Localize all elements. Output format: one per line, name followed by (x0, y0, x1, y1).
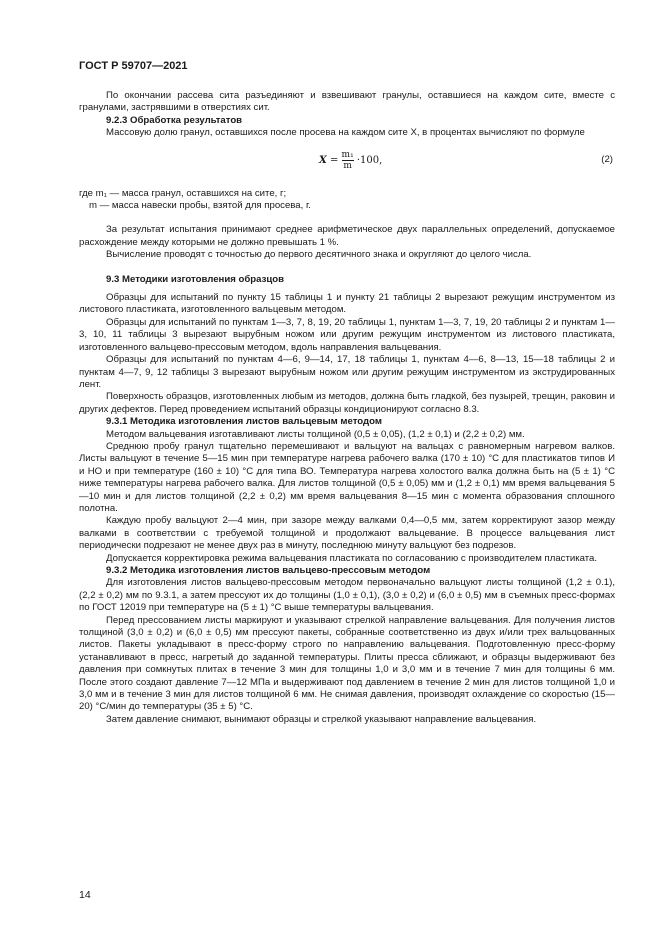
formula-numerator: m₁ (341, 149, 354, 160)
paragraph-rolling-correction: Допускается корректировка режима вальцевания пластиката по согласованию с производителем пластиката. (106, 552, 598, 564)
page-number: 14 (79, 889, 91, 901)
document-header: ГОСТ Р 59707—2021 (79, 60, 188, 72)
where-m: m — масса навески пробы, взятой для просева, г. (89, 200, 311, 212)
formula-expression (319, 150, 382, 171)
section-9-3-title: 9.3 Методики изготовления образцов (106, 273, 285, 285)
formula-denominator: m (343, 160, 352, 171)
formula-number: (2) (601, 153, 613, 165)
section-9-2-3-title: 9.2.3 Обработка результатов (106, 114, 243, 126)
paragraph-calculation: Вычисление проводят с точностью до первого десятичного знака и округляют до целого числа. (106, 249, 532, 261)
paragraph-9-3-2: Образцы для испытаний по пунктам 1—3, 7, 8, 19, 20 таблицы 1, пунктам 1—3, 7, 19, 20 таблицы 2 и пунктам 1—3, 10, 11 таблицы 3 вырезают вырубным ножом или другим режущим инструментом из листового пластиката, изготовленного вальцево-прессовым методом, вдоль направления вальцевания. (79, 316, 615, 353)
paragraph-result: За результат испытания принимают среднее арифметическое двух параллельных определений, допускаемое расхождение между которыми не должно превышать 1 %. (79, 224, 615, 248)
section-9-3-2-title: 9.3.2 Методика изготовления листов вальцево-прессовым методом (106, 565, 431, 576)
paragraph-press-procedure: Перед прессованием листы маркируют и указывают стрелкой направление вальцевания. Для получения листов толщиной (3,0 ± 0,2) и (6,0 ± 0,5) мм прессуют пакеты, собранные соответственно из двух и/или трех вальцованных листов. Пакеты укладывают в пресс-форму строго по направлению вальцевания. Подготовленную пресс-форму устанавливают в пресс, нагретый до заданной температуры. Плиты пресса сближают, и образцы выдерживают без давления при сомкнутых плитах в течение 3 мин для толщины 1,0 и 3,0 мм и в течение 7 мин для толщины 6 мм. После этого создают давление 7—12 МПа и выдерживают под давлением в течение 2 мин для листов толщиной 1,0 и 3,0 мм и в течение 3 мин для листов толщиной 6 мм. Не снимая давления, производят охлаждение со скоростью (15—20) °C/мин до температуры (35 ± 5) °C. (79, 614, 615, 713)
page-content (79, 90, 615, 726)
paragraph-9-3-1: Образцы для испытаний по пункту 15 таблицы 1 и пункту 21 таблицы 2 вырезают режущим инструментом из листового пластиката, изготовленного вальцевым методом. (79, 292, 615, 316)
paragraph-rolling-thickness: Методом вальцевания изготавливают листы толщиной (0,5 ± 0,05), (1,2 ± 0,1) и (2,2 ± 0,2) мм. (106, 428, 525, 440)
where-m1: где m₁ — масса гранул, оставшихся на сите, г; (79, 187, 287, 199)
paragraph-sieve-separation: По окончании рассева сита разъединяют и взвешивают гранулы, оставшиеся на каждом сите, вместе с гранулами, застрявшими в отверстиях сит. (79, 90, 615, 114)
paragraph-press-initial: Для изготовления листов вальцево-прессовым методом первоначально вальцуют листы толщиной (1,2 ± 0.1), (2,2 ± 0,2) мм по 9.3.1, а затем прессуют их до толщины (1,0 ± 0,1), (3,0 ± 0,2) и (6,0 ± 0,5) мм в съемных пресс-формах по ГОСТ 12019 при температуре на (5 ± 1) °C выше температуры вальцевания. (79, 577, 615, 614)
section-9-3-1-title: 9.3.1 Методика изготовления листов вальцевым методом (106, 416, 382, 428)
formula-rest: ·100, (356, 154, 383, 166)
formula-2 (79, 150, 615, 176)
formula-eq: = (329, 154, 339, 166)
paragraph-9-3-3: Образцы для испытаний по пунктам 4—6, 9—14, 17, 18 таблицы 1, пунктам 4—6, 8—13, 15—18 таблицы 2 и пунктам 4—7, 9, 12 таблицы 3 вырезают вырубным ножом или другим режущим инструментом из экструдированных лент. (79, 354, 615, 390)
paragraph-rolling-procedure: Среднюю пробу гранул тщательно перемешивают и вальцуют на вальцах с равномерным нагревом валков. Листы вальцуют в течение 5—15 мин при температуре нагрева рабочего валка (170 ± 10) °C для пластикатов типов И и НО и при температуре (160 ± 10) °C для типа ВО. Температура нагрева холостого валка должна быть на (5 ± 1) °C ниже температуры нагрева рабочего валка. Для листов толщиной (0,5 ± 0,05) мм и (1,2 ± 0,1) мм время вальцевания 5—10 мин и для листов толщиной (2,2 ± 0,2) мм время вальцевания 8—15 мин с момента образования сплошного полотна. (79, 440, 615, 514)
paragraph-mass-fraction: Массовую долю гранул, оставшихся после просева на каждом сите X, в процентах вычисляют по формуле (106, 127, 585, 139)
paragraph-rolling-gap: Каждую пробу вальцуют 2—4 мин, при зазоре между валками 0,4—0,5 мм, затем корректируют зазор между валками в соответствии с требуемой толщиной и продолжают вальцевание. В процессе вальцевания лист периодически подрезают не менее двух раз в минуту, последнюю минуту вальцуют без подрезов. (79, 515, 615, 552)
formula-lhs: X (319, 154, 327, 166)
paragraph-9-3-4: Поверхность образцов, изготовленных любым из методов, должна быть гладкой, без пузырей, трещин, раковин и других дефектов. Перед проведением испытаний образцы кондиционируют согласно 8.3. (79, 391, 615, 415)
paragraph-press-finish: Затем давление снимают, вынимают образцы и стрелкой указывают направление вальцевания. (106, 713, 537, 725)
